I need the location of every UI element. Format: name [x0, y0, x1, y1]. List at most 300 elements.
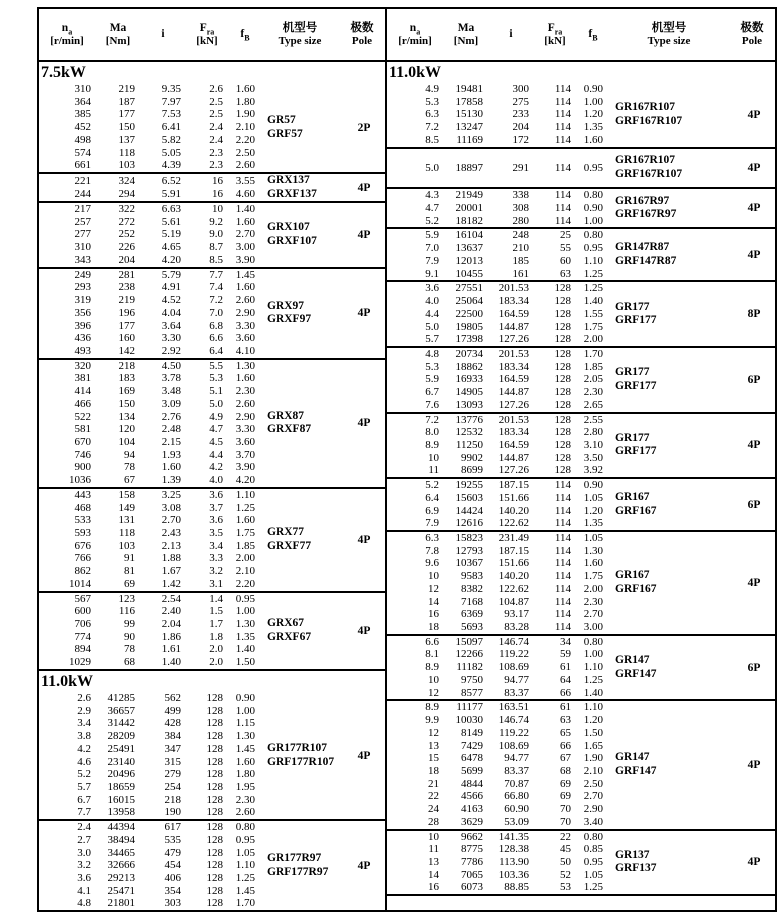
header-na: $n_a$ [r/min] — [50, 21, 84, 47]
cell-ma: 19805 — [455, 320, 483, 333]
type-size-label: GRX107 GRXF107 — [267, 221, 317, 247]
cell-i: 384 — [164, 730, 181, 743]
cell-fra: 114 — [554, 504, 571, 517]
cell-na: 21 — [428, 777, 439, 790]
cell-fra: 128 — [554, 320, 571, 333]
cell-fb: 1.40 — [583, 686, 603, 699]
cell-fb: 1.20 — [583, 504, 603, 517]
table-row — [39, 83, 255, 96]
type-size-label: GR167R107 GRF167R107 — [615, 101, 683, 127]
cell-na: 381 — [74, 372, 91, 385]
cell-ma: 17858 — [455, 95, 483, 108]
table-row — [387, 308, 603, 321]
table-panel-left — [39, 9, 385, 910]
cell-ma: 272 — [118, 215, 135, 228]
type-size-label: GRX87 GRXF87 — [267, 409, 312, 436]
cell-fb: 2.10 — [583, 764, 603, 777]
cell-i: 2.70 — [161, 514, 181, 527]
table-row — [39, 502, 255, 515]
cell-fb: 1.00 — [583, 214, 603, 227]
cell-fra: 3.7 — [209, 501, 223, 514]
cell-na: 7.8 — [425, 544, 439, 557]
cell-fb: 0.80 — [583, 635, 603, 648]
cell-na: 6.3 — [425, 108, 439, 121]
cell-na: 2.4 — [77, 821, 91, 834]
cell-fra: 4.5 — [209, 435, 223, 448]
type-size-label: GR177R107 GRF177R107 — [267, 742, 335, 768]
header-type-size: 机型号 Type size — [647, 21, 691, 47]
cell-fb: 1.10 — [583, 701, 603, 714]
cell-fb: 1.40 — [235, 643, 255, 656]
cell-na: 4.8 — [77, 897, 91, 910]
cell-i: 70.87 — [504, 777, 529, 790]
table-row — [387, 229, 603, 242]
cell-na: 10 — [428, 570, 439, 583]
cell-fb: 2.70 — [235, 228, 255, 241]
row-group — [39, 269, 385, 360]
cell-na: 2.9 — [77, 704, 91, 717]
cell-fra: 128 — [554, 451, 571, 464]
cell-fb: 1.80 — [235, 95, 255, 108]
cell-i: 201.53 — [498, 413, 529, 426]
cell-fra: 128 — [554, 413, 571, 426]
cell-fb: 2.70 — [583, 608, 603, 621]
cell-fb: 1.45 — [235, 742, 255, 755]
row-group — [39, 203, 385, 269]
cell-fra: 5.3 — [209, 372, 223, 385]
cell-fra: 68 — [560, 764, 571, 777]
table-row — [387, 255, 603, 268]
cell-na: 7.0 — [425, 242, 439, 255]
cell-i: 7.97 — [161, 95, 181, 108]
pole-label: 4P — [747, 439, 761, 452]
cell-ma: 31442 — [107, 717, 135, 730]
cell-ma: 150 — [118, 121, 135, 134]
table-row — [39, 385, 255, 398]
cell-ma: 15603 — [455, 491, 483, 504]
cell-ma: 68 — [124, 656, 135, 669]
table-row — [39, 859, 255, 872]
table-row — [387, 621, 603, 634]
cell-fra: 5.1 — [209, 385, 223, 398]
cell-fb: 2.90 — [235, 306, 255, 319]
table-row — [39, 345, 255, 358]
cell-fra: 66 — [560, 686, 571, 699]
table-header — [39, 9, 385, 62]
cell-fra: 128 — [206, 871, 223, 884]
table-row — [387, 661, 603, 674]
table-row — [39, 743, 255, 756]
table-row — [387, 479, 603, 492]
cell-i: 94.77 — [504, 673, 529, 686]
type-size-label: GR177 GRF177 — [615, 366, 657, 392]
cell-i: 3.25 — [161, 488, 181, 501]
cell-fra: 2.5 — [209, 95, 223, 108]
cell-fra: 128 — [554, 373, 571, 386]
cell-ma: 9583 — [461, 570, 483, 583]
cell-ma: 18659 — [107, 780, 135, 793]
table-row — [387, 295, 603, 308]
table-row — [387, 816, 603, 829]
table-row — [387, 242, 603, 255]
cell-na: 5.7 — [425, 333, 439, 346]
cell-ma: 8577 — [461, 686, 483, 699]
cell-na: 16 — [428, 881, 439, 894]
table-row — [39, 134, 255, 147]
cell-fra: 114 — [554, 95, 571, 108]
cell-na: 364 — [74, 95, 91, 108]
header-na: $n_a$ [r/min] — [398, 21, 432, 47]
cell-fb: 1.95 — [235, 780, 255, 793]
cell-fra: 114 — [554, 121, 571, 134]
cell-ma: 187 — [118, 95, 135, 108]
cell-na: 661 — [74, 159, 91, 172]
cell-fra: 50 — [560, 855, 571, 868]
table-row — [387, 778, 603, 791]
cell-i: 163.51 — [498, 701, 529, 714]
table-row — [39, 411, 255, 424]
header-pole: 极数 Pole — [740, 21, 764, 47]
cell-fra: 22 — [560, 830, 571, 843]
type-size-label: GR137 GRF137 — [615, 848, 657, 875]
cell-ma: 169 — [118, 385, 135, 398]
pole-label: 4P — [357, 859, 371, 872]
cell-ma: 8382 — [461, 582, 483, 595]
table-row — [39, 203, 255, 216]
table-row — [39, 96, 255, 109]
cell-i: 127.26 — [498, 464, 529, 477]
cell-ma: 14424 — [455, 504, 483, 517]
panel-body-left — [39, 62, 385, 910]
cell-na: 1014 — [69, 577, 91, 590]
cell-ma: 123 — [118, 592, 135, 605]
cell-ma: 4844 — [461, 777, 483, 790]
cell-fra: 16 — [212, 187, 223, 200]
table-row — [39, 175, 255, 188]
cell-fra: 25 — [560, 229, 571, 242]
row-group — [387, 414, 775, 480]
cell-fra: 16 — [212, 174, 223, 187]
cell-fb: 0.90 — [583, 83, 603, 95]
table-row — [387, 570, 603, 583]
type-size-label: GRX67 GRXF67 — [267, 617, 312, 643]
cell-na: 3.0 — [77, 846, 91, 859]
cell-ma: 134 — [118, 410, 135, 423]
table-row — [39, 578, 255, 591]
table-row — [39, 618, 255, 631]
cell-fra: 10 — [212, 203, 223, 216]
header-ma: Ma [Nm] — [105, 21, 131, 47]
cell-i: 2.15 — [161, 435, 181, 448]
pole-label: 4P — [747, 248, 761, 261]
cell-ma: 9662 — [461, 830, 483, 843]
cell-i: 4.50 — [161, 359, 181, 372]
cell-ma: 69 — [124, 577, 135, 590]
cell-na: 319 — [74, 294, 91, 307]
cell-fb: 2.90 — [583, 803, 603, 816]
cell-fra: 128 — [554, 282, 571, 295]
table-row — [387, 268, 603, 281]
cell-fra: 128 — [206, 833, 223, 846]
pole-label: 6P — [747, 373, 761, 386]
pole-label: 4P — [357, 749, 371, 762]
table-row — [39, 717, 255, 730]
pole-label: 6P — [747, 661, 761, 674]
table-row — [387, 439, 603, 452]
header-pole: 极数 Pole — [350, 21, 374, 47]
cell-i: 172 — [512, 133, 529, 146]
table-row — [387, 361, 603, 374]
cell-i: 113.90 — [499, 855, 529, 868]
cell-fb: 1.70 — [235, 897, 255, 910]
cell-ma: 13093 — [455, 398, 483, 411]
cell-fb: 0.95 — [583, 161, 603, 174]
cell-fb: 0.90 — [583, 202, 603, 215]
cell-fra: 2.0 — [209, 643, 223, 656]
cell-ma: 322 — [118, 203, 135, 216]
cell-na: 12 — [428, 726, 439, 739]
cell-i: 141.35 — [498, 830, 529, 843]
row-group — [387, 149, 775, 190]
cell-fra: 128 — [206, 897, 223, 910]
header-fra: $F_{ra}$ [kN] — [196, 21, 218, 47]
cell-ma: 15097 — [455, 635, 483, 648]
cell-na: 24 — [428, 803, 439, 816]
cell-i: 3.78 — [161, 372, 181, 385]
cell-ma: 104 — [118, 435, 135, 448]
cell-na: 5.3 — [425, 360, 439, 373]
pole-label: 4P — [357, 533, 371, 546]
cell-na: 320 — [74, 359, 91, 372]
cell-i: 93.17 — [504, 608, 529, 621]
cell-na: 443 — [74, 488, 91, 501]
cell-ma: 11177 — [456, 701, 483, 714]
table-row — [39, 540, 255, 553]
cell-i: 3.09 — [161, 397, 181, 410]
cell-na: 4.9 — [425, 83, 439, 95]
cell-fb: 1.00 — [583, 648, 603, 661]
table-row — [39, 228, 255, 241]
cell-i: 499 — [164, 704, 181, 717]
cell-i: 151.66 — [498, 491, 529, 504]
cell-na: 18 — [428, 764, 439, 777]
row-group — [387, 189, 775, 229]
cell-fra: 114 — [554, 608, 571, 621]
cell-na: 567 — [74, 592, 91, 605]
cell-i: 535 — [164, 833, 181, 846]
cell-i: 164.59 — [498, 373, 529, 386]
cell-i: 66.80 — [504, 790, 529, 803]
cell-ma: 103 — [118, 539, 135, 552]
type-size-label: GR147 GRF147 — [615, 654, 657, 680]
cell-i: 1.60 — [161, 461, 181, 474]
table-row — [387, 727, 603, 740]
cell-na: 533 — [74, 514, 91, 527]
cell-i: 119.22 — [499, 726, 529, 739]
cell-fb: 0.80 — [583, 229, 603, 242]
cell-ma: 90 — [124, 630, 135, 643]
cell-fb: 2.30 — [583, 595, 603, 608]
table-row — [39, 756, 255, 769]
cell-na: 9.1 — [425, 267, 439, 280]
table-row — [39, 768, 255, 781]
cell-i: 5.19 — [161, 228, 181, 241]
cell-na: 498 — [74, 133, 91, 146]
pole-label: 4P — [747, 758, 761, 771]
cell-ma: 226 — [118, 241, 135, 254]
cell-ma: 11182 — [456, 661, 483, 674]
cell-fra: 128 — [206, 691, 223, 704]
cell-na: 310 — [74, 83, 91, 95]
table-row — [387, 752, 603, 765]
type-size-label: GR147 GRF147 — [615, 751, 657, 777]
cell-na: 16 — [428, 608, 439, 621]
cell-na: 468 — [74, 501, 91, 514]
cell-fb: 3.70 — [235, 448, 255, 461]
cell-i: 279 — [164, 768, 181, 781]
cell-ma: 120 — [118, 423, 135, 436]
cell-fra: 66 — [560, 739, 571, 752]
row-group — [39, 174, 385, 203]
cell-i: 4.52 — [161, 294, 181, 307]
cell-i: 1.67 — [161, 565, 181, 578]
table-row — [39, 527, 255, 540]
cell-ma: 16015 — [107, 793, 135, 806]
cell-fra: 7.2 — [209, 294, 223, 307]
cell-fra: 114 — [554, 161, 571, 174]
cell-i: 183.34 — [498, 295, 529, 308]
cell-na: 706 — [74, 618, 91, 631]
header-fra: $F_{ra}$ [kN] — [544, 21, 566, 47]
cell-fra: 128 — [206, 780, 223, 793]
cell-i: 315 — [164, 755, 181, 768]
cell-fb: 2.50 — [583, 777, 603, 790]
cell-i: 128.38 — [498, 843, 529, 856]
cell-fb: 1.20 — [583, 108, 603, 121]
row-group — [39, 360, 385, 489]
cell-i: 119.22 — [499, 648, 529, 661]
cell-na: 4.6 — [77, 755, 91, 768]
cell-i: 122.62 — [498, 517, 529, 530]
cell-ma: 8149 — [461, 726, 483, 739]
cell-ma: 218 — [118, 359, 135, 372]
cell-na: 2.7 — [77, 833, 91, 846]
cell-fb: 1.80 — [235, 768, 255, 781]
cell-ma: 27551 — [455, 282, 483, 295]
cell-fb: 2.00 — [583, 582, 603, 595]
cell-fb: 1.60 — [235, 281, 255, 294]
table-row — [39, 159, 255, 172]
cell-na: 4.0 — [425, 295, 439, 308]
table-row — [387, 714, 603, 727]
cell-fb: 1.45 — [235, 884, 255, 897]
cell-ma: 12266 — [455, 648, 483, 661]
cell-fb: 2.60 — [235, 397, 255, 410]
type-size-label: GR147R87 GRF147R87 — [615, 241, 677, 267]
cell-i: 3.64 — [161, 319, 181, 332]
table-row — [39, 552, 255, 565]
cell-fra: 8.5 — [209, 253, 223, 266]
cell-i: 204 — [512, 121, 529, 134]
cell-i: 187.15 — [498, 544, 529, 557]
cell-i: 1.40 — [161, 656, 181, 669]
cell-ma: 34465 — [107, 846, 135, 859]
cell-na: 396 — [74, 319, 91, 332]
cell-ma: 137 — [118, 133, 135, 146]
cell-i: 2.13 — [161, 539, 181, 552]
cell-fb: 1.35 — [583, 517, 603, 530]
row-group — [387, 83, 775, 149]
cell-fra: 6.4 — [209, 344, 223, 357]
table-row — [387, 202, 603, 215]
cell-i: 248 — [512, 229, 529, 242]
cell-na: 522 — [74, 410, 91, 423]
pole-label: 4P — [357, 417, 371, 430]
cell-na: 4.3 — [425, 189, 439, 202]
table-row — [39, 423, 255, 436]
cell-ma: 12013 — [455, 254, 483, 267]
cell-na: 3.4 — [77, 717, 91, 730]
cell-ma: 94 — [124, 448, 135, 461]
cell-fra: 128 — [206, 859, 223, 872]
cell-ma: 13776 — [455, 413, 483, 426]
cell-ma: 131 — [118, 514, 135, 527]
cell-fb: 0.95 — [235, 833, 255, 846]
cell-na: 13 — [428, 739, 439, 752]
cell-na: 5.2 — [77, 768, 91, 781]
cell-fra: 3.4 — [209, 539, 223, 552]
cell-ma: 281 — [118, 268, 135, 281]
cell-ma: 20496 — [107, 768, 135, 781]
cell-fra: 34 — [560, 635, 571, 648]
cell-fb: 1.10 — [235, 488, 255, 501]
cell-ma: 6073 — [461, 881, 483, 894]
cell-ma: 8699 — [461, 464, 483, 477]
cell-fb: 1.10 — [583, 661, 603, 674]
cell-fb: 0.80 — [583, 189, 603, 202]
table-row — [39, 147, 255, 160]
cell-i: 303 — [164, 897, 181, 910]
cell-ma: 160 — [118, 332, 135, 345]
cell-fb: 2.65 — [583, 398, 603, 411]
cell-ma: 19255 — [455, 479, 483, 492]
cell-ma: 9902 — [461, 451, 483, 464]
cell-fb: 1.90 — [583, 752, 603, 765]
cell-ma: 78 — [124, 643, 135, 656]
table-row — [39, 461, 255, 474]
cell-na: 4.2 — [77, 742, 91, 755]
cell-fb: 3.55 — [235, 174, 255, 187]
cell-na: 6.7 — [77, 793, 91, 806]
cell-ma: 118 — [118, 527, 135, 539]
cell-ma: 9750 — [461, 673, 483, 686]
cell-ma: 12532 — [455, 426, 483, 439]
cell-na: 385 — [74, 108, 91, 121]
table-row — [387, 452, 603, 465]
cell-na: 600 — [74, 605, 91, 618]
table-row — [39, 489, 255, 502]
cell-ma: 12793 — [455, 544, 483, 557]
cell-fra: 114 — [554, 479, 571, 492]
cell-ma: 5693 — [461, 621, 483, 634]
cell-na: 8.9 — [425, 661, 439, 674]
table-row — [39, 254, 255, 267]
cell-na: 436 — [74, 332, 91, 345]
cell-i: 183.34 — [498, 426, 529, 439]
cell-i: 280 — [512, 214, 529, 227]
table-row — [387, 282, 603, 295]
cell-i: 201.53 — [498, 282, 529, 295]
